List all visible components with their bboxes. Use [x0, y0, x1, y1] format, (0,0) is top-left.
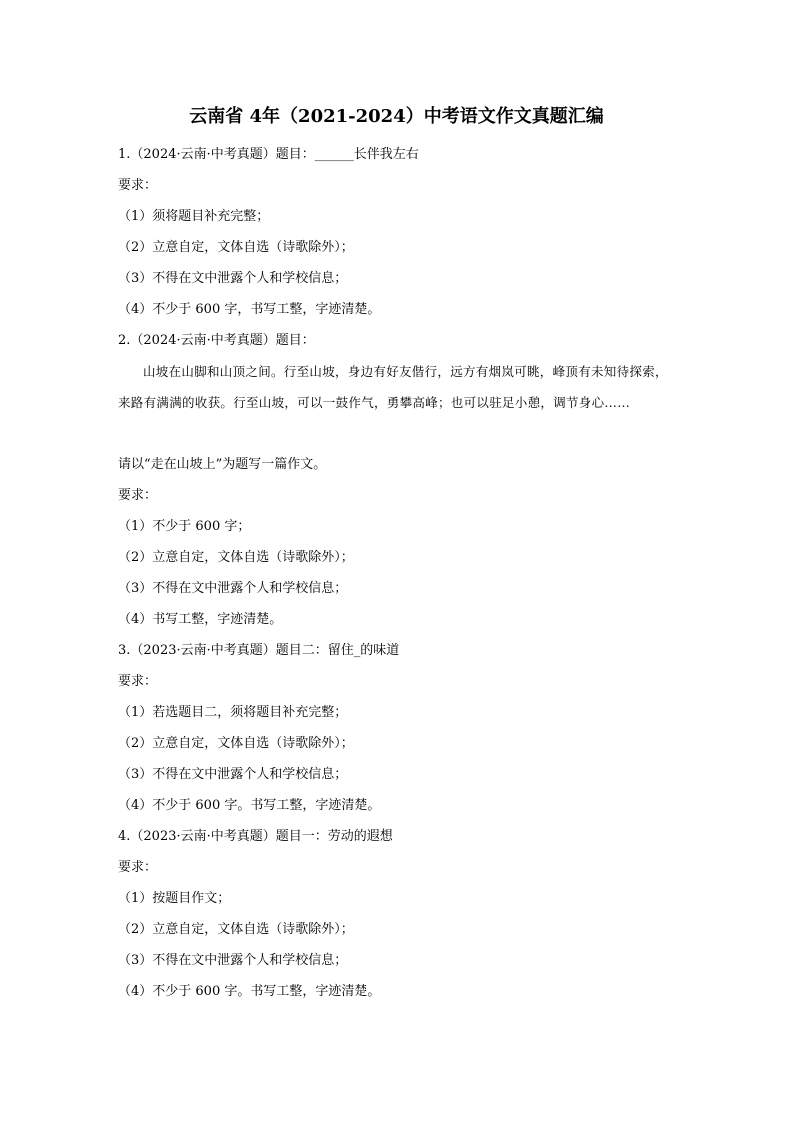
question-4-heading: 4.（2023·云南·中考真题）题目一：劳动的遐想	[118, 829, 393, 844]
requirement-item: （2）立意自定，文体自选（诗歌除外）；	[118, 922, 354, 937]
requirement-item: （4）书写工整，字迹清楚。	[118, 612, 283, 627]
requirement-item: （4）不少于 600 字。书写工整，字迹清楚。	[118, 984, 381, 999]
requirement-item: （3）不得在文中泄露个人和学校信息；	[118, 767, 348, 782]
requirement-item: （3）不得在文中泄露个人和学校信息；	[118, 953, 348, 968]
requirement-item: （1）不少于 600 字；	[118, 519, 251, 534]
requirement-item: （1）须将题目补充完整；	[118, 209, 270, 224]
requirement-item: （2）立意自定，文体自选（诗歌除外）；	[118, 240, 354, 255]
requirement-item: （2）立意自定，文体自选（诗歌除外）；	[118, 736, 354, 751]
requirements-label: 要求：	[118, 860, 158, 875]
question-1-heading: 1.（2024·云南·中考真题）题目：______长伴我左右	[118, 147, 419, 162]
prompt-line: 请以“走在山坡上”为题写一篇作文。	[118, 457, 327, 472]
requirement-item: （4）不少于 600 字。书写工整，字迹清楚。	[118, 798, 381, 813]
requirement-item: （1）按题目作文；	[118, 891, 231, 906]
requirements-label: 要求：	[118, 488, 158, 503]
question-3-heading: 3.（2023·云南·中考真题）题目二：留住_的味道	[118, 643, 400, 658]
requirements-label: 要求：	[118, 674, 158, 689]
requirement-item: （1）若选题目二，须将题目补充完整；	[118, 705, 348, 720]
requirement-item: （3）不得在文中泄露个人和学校信息；	[118, 271, 348, 286]
page-title: 云南省 4年（2021-2024）中考语文作文真题汇编	[189, 106, 604, 127]
material-passage: 山坡在山脚和山顶之间。行至山坡，身边有好友偕行，远方有烟岚可眺，峰顶有未知待探索，来路有满满的收获。行至山坡，可以一鼓作气，勇攀高峰；也可以驻足小憩，调节身心……	[118, 364, 668, 410]
question-2-heading: 2.（2024·云南·中考真题）题目：	[118, 333, 315, 348]
requirements-label: 要求：	[118, 178, 158, 193]
requirement-item: （3）不得在文中泄露个人和学校信息；	[118, 581, 348, 596]
requirement-item: （4）不少于 600 字，书写工整，字迹清楚。	[118, 302, 381, 317]
requirement-item: （2）立意自定，文体自选（诗歌除外）；	[118, 550, 354, 565]
